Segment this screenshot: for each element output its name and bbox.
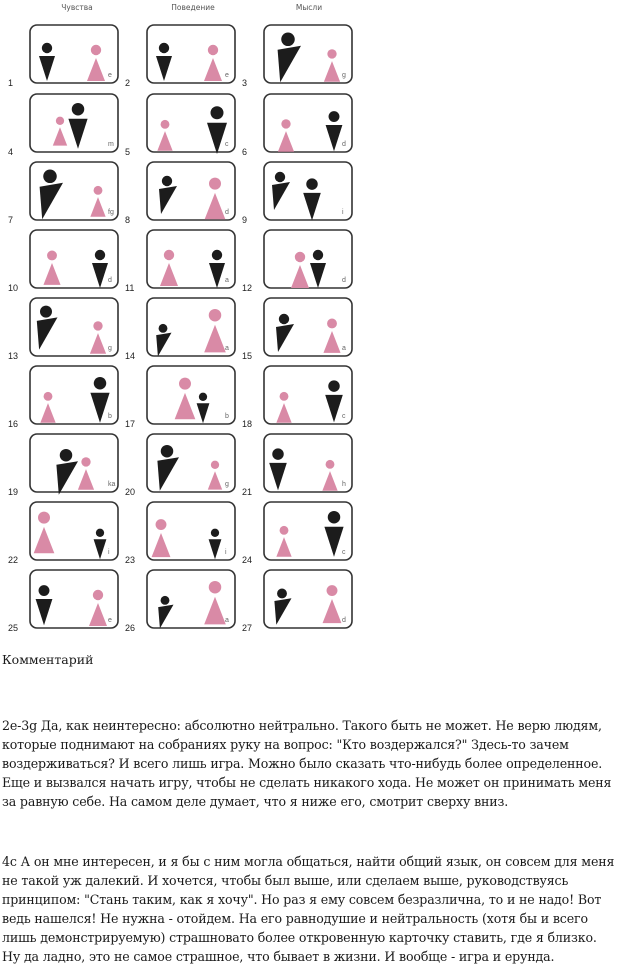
figure-head	[280, 392, 289, 401]
figure-head	[96, 529, 104, 537]
card	[8, 298, 118, 361]
figure-head	[281, 33, 295, 47]
figure-head	[81, 457, 90, 466]
commentary-paragraph	[2, 852, 614, 966]
card	[125, 434, 235, 497]
column-header-behavior: Поведение	[171, 3, 215, 12]
figure-head	[313, 250, 323, 260]
card-letter: c	[225, 141, 229, 148]
figure-head	[277, 589, 287, 599]
figure-head	[272, 448, 283, 459]
commentary-title: Комментарий	[2, 652, 94, 667]
figure-head	[159, 43, 169, 53]
card-letter: a	[342, 345, 346, 352]
card-letter: b	[225, 413, 229, 420]
figure-head	[327, 585, 338, 596]
text-line: 2e-3g Да, как неинтересно: абсолютно нейтрально. Такого быть не может. Не верю людям,	[2, 718, 602, 733]
figure-head	[44, 392, 53, 401]
figure-head	[94, 186, 103, 195]
figure-head	[43, 170, 57, 184]
card-frame	[30, 230, 118, 288]
text-line: Ну да ладно, это не самое страшное, что бывает в жизни. И вообще - игра и ерунда.	[2, 949, 555, 964]
card-number: 12	[242, 283, 253, 293]
column-header-feelings: Чувства	[61, 3, 93, 12]
card-letter: b	[108, 413, 112, 420]
figure-head	[91, 45, 101, 55]
card-number: 8	[125, 215, 131, 225]
figure-head	[306, 178, 317, 189]
card-letter: a	[225, 277, 229, 284]
text-line: которые поднимают на собраниях руку на вопрос: "Кто воздержался?" Здесь-то зачем	[2, 737, 569, 752]
card-letter: ka	[108, 481, 116, 488]
card	[125, 25, 235, 88]
card-number: 5	[125, 147, 131, 157]
card-number: 17	[125, 419, 136, 429]
card-letter: e	[108, 617, 112, 624]
figure-head	[39, 585, 50, 596]
card	[242, 94, 352, 157]
card-number: 13	[8, 351, 19, 361]
card-letter: d	[342, 141, 346, 148]
card	[242, 570, 352, 633]
figure-head	[279, 314, 289, 324]
card	[242, 162, 352, 225]
figure-head	[94, 377, 106, 389]
figure-head	[156, 519, 167, 530]
figure-head	[209, 581, 221, 593]
card-letter: fg	[108, 209, 114, 216]
card-number: 6	[242, 147, 248, 157]
figure-head	[72, 103, 84, 115]
card-number: 23	[125, 555, 136, 565]
card-letter: m	[108, 141, 114, 148]
card-number: 22	[8, 555, 19, 565]
card	[8, 570, 118, 633]
text-line: 4c А он мне интересен, и я бы с ним могла общаться, найти общий язык, он совсем для меня	[2, 854, 615, 869]
card	[125, 162, 235, 225]
card-frame	[264, 94, 352, 152]
card	[125, 366, 235, 429]
figure-head	[326, 460, 335, 469]
figure-head	[211, 461, 219, 469]
text-line: Еще и вызвался начать игру, чтобы не сделать никакого хода. Не может он принимать меня	[2, 775, 612, 790]
figure-head	[93, 321, 102, 330]
text-line: за равную себе. На самом деле думает, что я ниже его, смотрит сверху вниз.	[2, 794, 509, 809]
card-number: 21	[242, 487, 253, 497]
column-header-thoughts: Мысли	[295, 3, 323, 12]
figure-head	[209, 309, 221, 321]
card-letter: c	[342, 413, 346, 420]
figure-head	[328, 511, 340, 523]
card-letter: d	[225, 209, 229, 216]
text-line: принципом: "Стань таким, как я хочу". Но раз я ему совсем безразлична, то и не надо! Вот	[2, 892, 602, 907]
card-frame	[147, 25, 235, 83]
figure-head	[179, 378, 191, 390]
card	[8, 25, 118, 88]
card-letter: g	[225, 481, 229, 488]
figure-head	[161, 596, 170, 605]
card-number: 16	[8, 419, 19, 429]
figure-head	[40, 306, 52, 318]
card	[242, 366, 352, 429]
figure-head	[159, 324, 168, 333]
figure-head	[38, 512, 50, 524]
card	[8, 434, 118, 497]
card-letter: i	[225, 549, 227, 556]
figure-head	[56, 117, 64, 125]
card-frame	[147, 230, 235, 288]
card-number: 18	[242, 419, 253, 429]
figure-head	[60, 449, 72, 461]
card-letter: g	[108, 345, 112, 352]
card-number: 3	[242, 78, 248, 88]
card-number: 14	[125, 351, 136, 361]
figure-head	[161, 120, 170, 129]
card	[242, 230, 352, 293]
card-number: 4	[8, 147, 14, 157]
figure-head	[295, 252, 305, 262]
card-letter: e	[225, 72, 229, 79]
figure-head	[47, 251, 57, 261]
text-line: не такой уж далекий. И хочется, чтобы был выше, или сделаем выше, руководствуясь	[2, 873, 569, 888]
text-line: лишь демонстрируемую) страшновато более откровенную карточку ставить, где я близко.	[2, 930, 597, 945]
card-letter: h	[342, 481, 346, 488]
text-line: ведь нашелся! Не нужна - отойдем. На его равнодушие и нейтральность (хотя бы и всего	[2, 911, 588, 926]
figure-head	[212, 250, 222, 260]
card	[125, 298, 235, 361]
card	[242, 298, 352, 361]
card	[8, 502, 118, 565]
card	[125, 570, 235, 633]
card	[8, 94, 118, 157]
card-number: 25	[8, 623, 19, 633]
card	[125, 94, 235, 157]
card-letter: i	[108, 549, 110, 556]
figure-head	[208, 45, 218, 55]
card-number: 20	[125, 487, 136, 497]
card-frame	[30, 25, 118, 83]
card-number: 26	[125, 623, 136, 633]
figure-head	[329, 111, 340, 122]
figure-head	[199, 393, 207, 401]
figure-head	[328, 380, 339, 391]
figure-head	[327, 49, 336, 58]
card-letter: g	[342, 72, 346, 79]
card-number: 1	[8, 78, 14, 88]
card	[242, 25, 352, 88]
card-number: 7	[8, 215, 14, 225]
figure-head	[327, 319, 337, 329]
card-frame	[264, 230, 352, 288]
card	[242, 502, 352, 565]
card-number: 2	[125, 78, 131, 88]
text-line: воздерживаться? И всего лишь игра. Можно было сказать что-нибудь более определенное.	[2, 756, 603, 771]
figure-head	[93, 590, 103, 600]
figure-head	[161, 445, 173, 457]
figure-head	[281, 119, 290, 128]
card-number: 10	[8, 283, 19, 293]
card-number: 9	[242, 215, 248, 225]
card-letter: d	[342, 617, 346, 624]
card-letter: a	[225, 345, 229, 352]
card-letter: e	[108, 72, 112, 79]
card-letter: c	[342, 549, 346, 556]
card-letter: i	[342, 209, 344, 216]
card-letter: d	[342, 277, 346, 284]
commentary-paragraph	[2, 716, 614, 811]
card-number: 15	[242, 351, 253, 361]
card-frame	[264, 25, 352, 83]
card	[8, 366, 118, 429]
figure-head	[42, 43, 52, 53]
card-number: 27	[242, 623, 253, 633]
figure-head	[275, 172, 285, 182]
figure-head	[164, 250, 174, 260]
figure-head	[280, 526, 289, 535]
card-number: 19	[8, 487, 19, 497]
card-number: 24	[242, 555, 253, 565]
figure-head	[211, 106, 224, 119]
figure-head	[95, 250, 105, 260]
figure-head	[162, 176, 172, 186]
card	[125, 502, 235, 565]
figure-head	[211, 529, 219, 537]
card	[8, 230, 118, 293]
card-number: 11	[125, 283, 135, 293]
card-letter: d	[108, 277, 112, 284]
figure-head	[209, 178, 221, 190]
card	[242, 434, 352, 497]
cards-grid	[8, 25, 352, 633]
card-letter: a	[225, 617, 229, 624]
card	[8, 162, 118, 225]
card	[125, 230, 235, 293]
